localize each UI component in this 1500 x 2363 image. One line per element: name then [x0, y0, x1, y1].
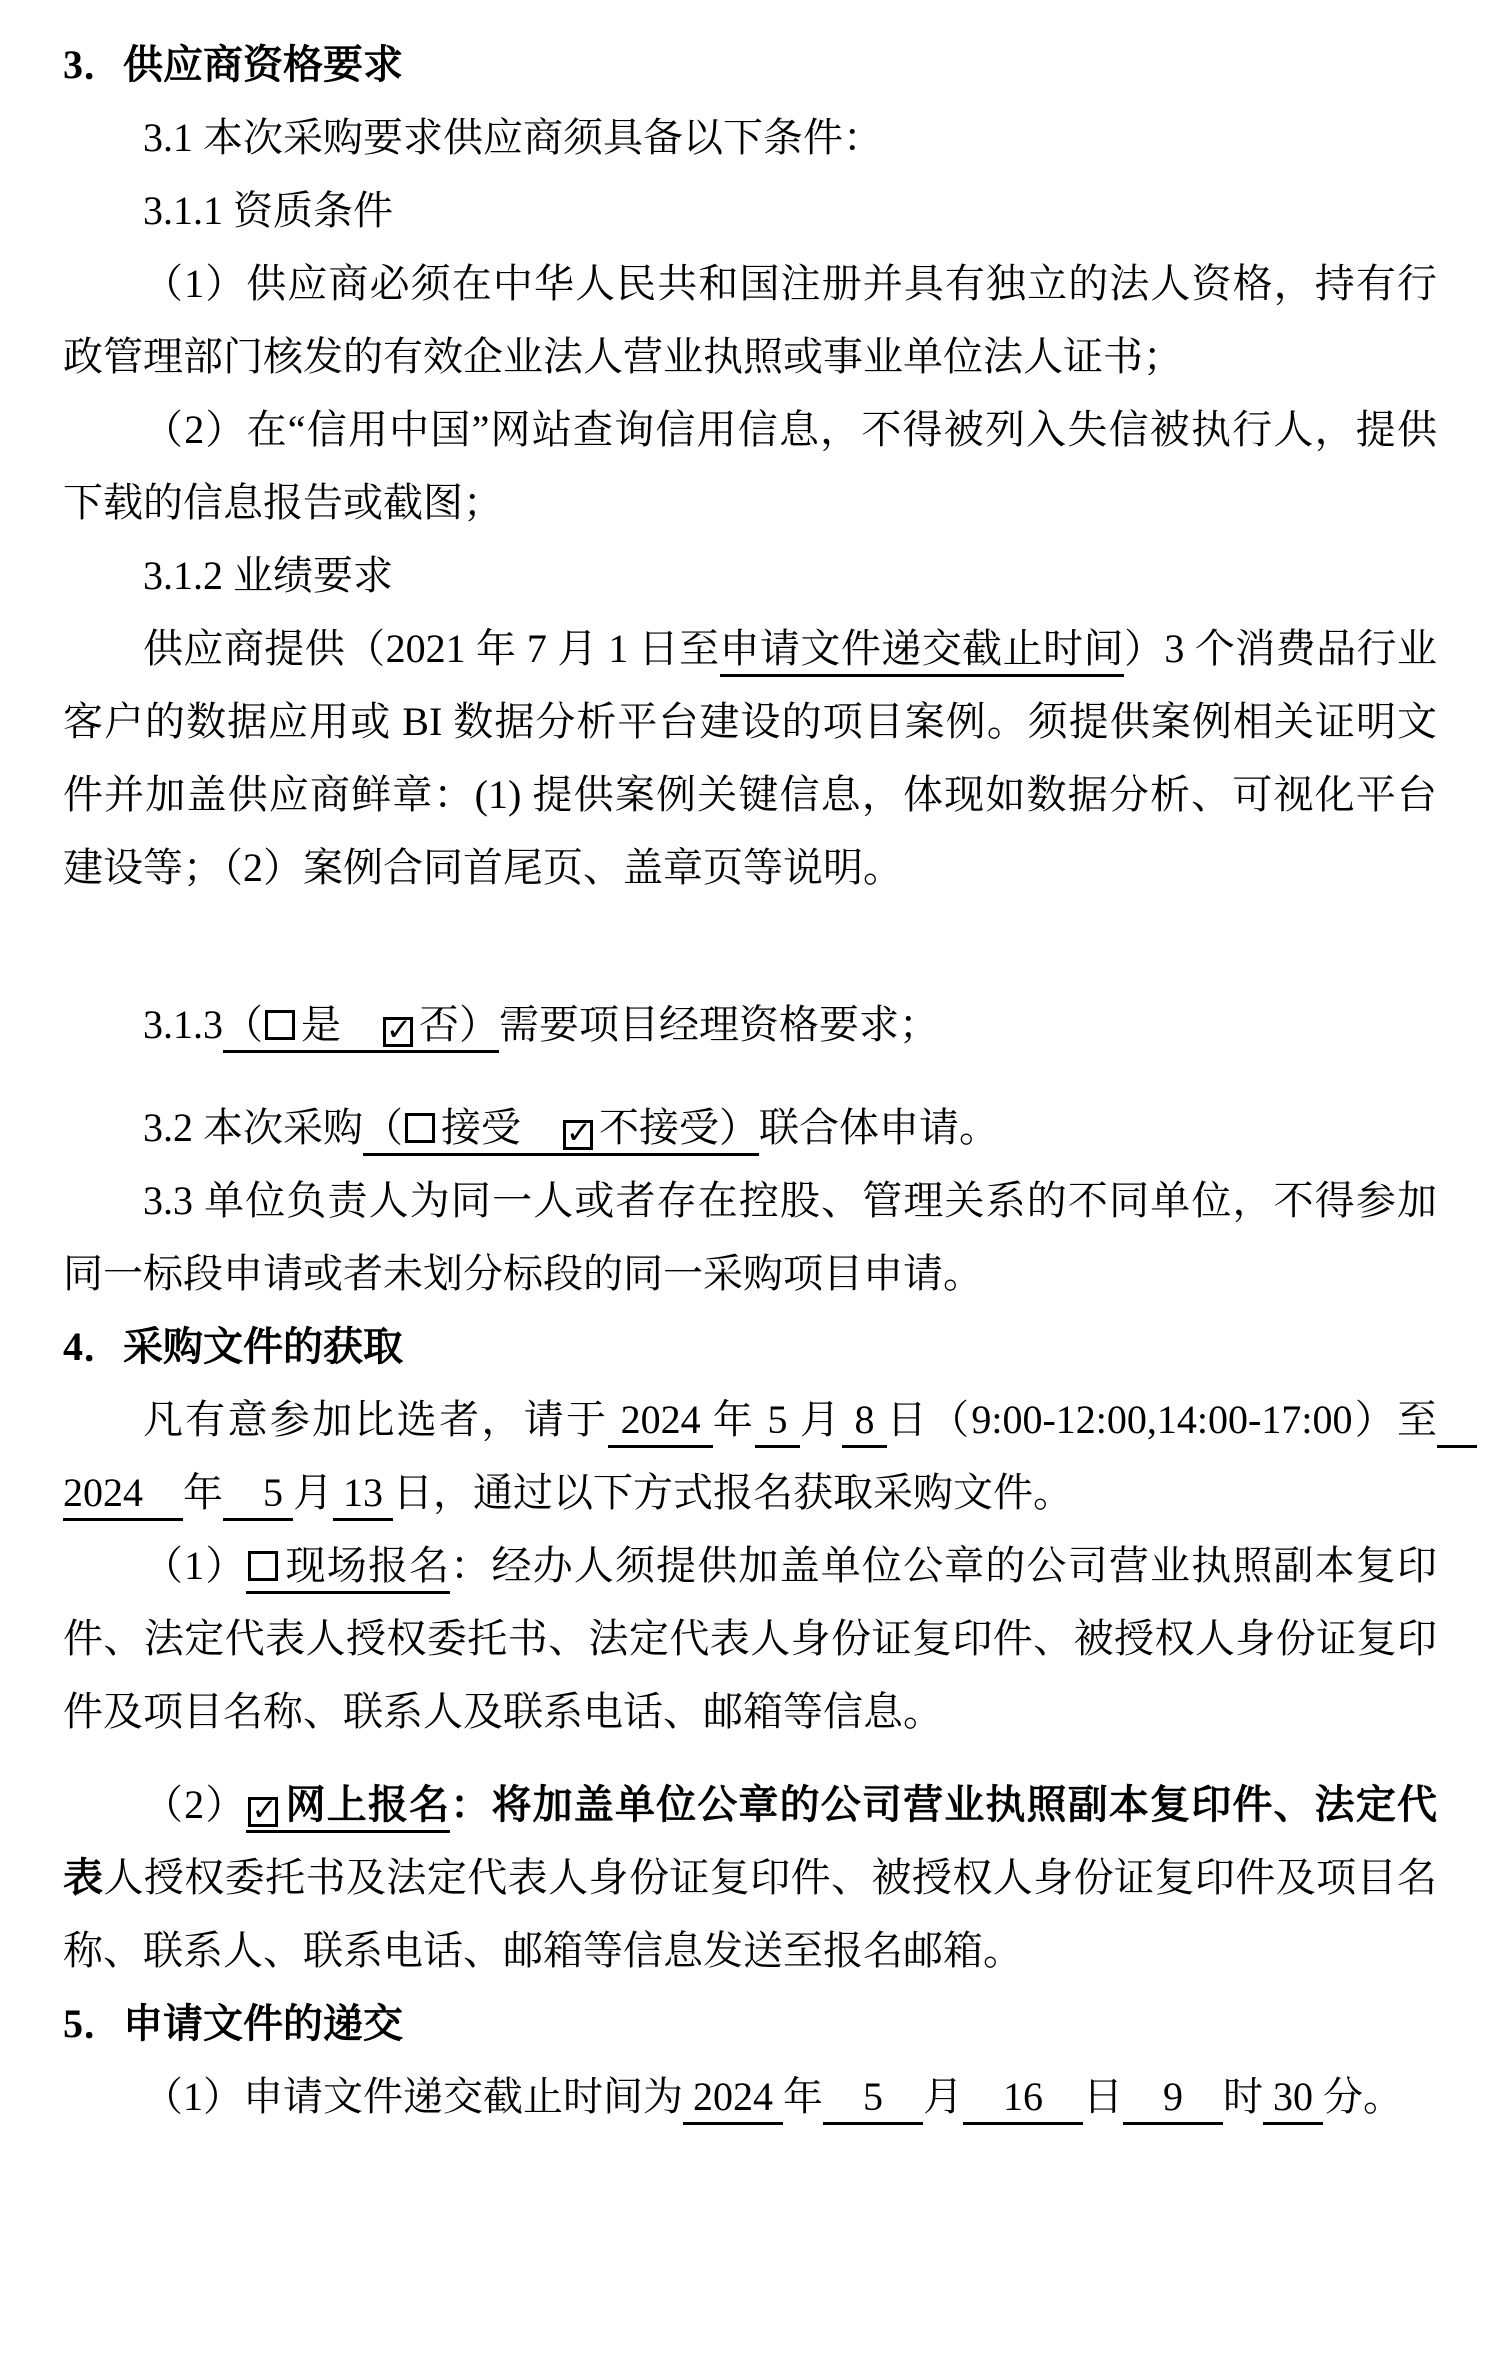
text-segment: 13 — [333, 1470, 393, 1521]
clause-5-deadline — [63, 2060, 1437, 2133]
clause-3-3 — [63, 1164, 1437, 1310]
checkbox-checked-wrapper — [381, 1002, 419, 1053]
checkbox-checked-icon: ✓ — [563, 1120, 593, 1150]
text-segment: 5．申请文件的递交 — [63, 2001, 403, 2046]
text-segment: 凡有意参加比选者，请于 — [143, 1397, 609, 1442]
checkbox-checked-wrapper — [561, 1105, 599, 1156]
checkbox-unchecked-icon — [265, 1010, 295, 1040]
clause-4-detail — [63, 1383, 1478, 1529]
document-body — [63, 28, 1478, 2133]
checkbox-checked-icon: ✓ — [383, 1017, 413, 1047]
section-3-heading — [63, 28, 1437, 101]
text-segment: 不接受） — [599, 1105, 759, 1156]
clause-3-1-1-item-2 — [63, 393, 1437, 539]
text-segment: 分。 — [1323, 2074, 1403, 2119]
text-segment: 否） — [419, 1002, 499, 1053]
checkbox-checked-wrapper — [246, 1782, 284, 1833]
clause-3-1 — [63, 101, 1437, 174]
text-segment: 2024 — [608, 1397, 713, 1448]
clause-3-1-1-item-1 — [63, 247, 1437, 393]
text-segment: 3．供应商资格要求 — [63, 42, 403, 87]
text-segment: 3.3 单位负责人为同一人或者存在控股、管理关系的不同单位，不得参加同一标段申请或者未划分标段的同一采购项目申请。 — [63, 1178, 1437, 1296]
section-5-heading — [63, 1987, 1437, 2060]
text-segment: 3.1.3 — [143, 1002, 223, 1047]
clause-3-1-3-project-manager — [63, 988, 1437, 1061]
text-segment: （1）供应商必须在中华人民共和国注册并具有独立的法人资格，持有行政管理部门核发的有效企业法人营业执照或事业单位法人证书； — [63, 261, 1437, 379]
text-segment: 5 — [223, 1470, 293, 1521]
section-4-heading — [63, 1310, 1437, 1383]
text-segment: （2） — [143, 1782, 247, 1827]
text-segment: ：经办人须提供加盖单位公章的公司营业执照副本复印件、法定代表人授权委托书、法定代表人身份证复印件、被授权人身份证复印件及项目名称、联系人及联系电话、邮箱等信息。 — [63, 1543, 1438, 1734]
checkbox-unchecked-wrapper — [263, 1002, 301, 1053]
checkbox-unchecked-wrapper — [246, 1543, 284, 1594]
checkbox-unchecked-wrapper — [403, 1105, 441, 1156]
text-segment: 日，通过以下方式报名获取采购文件。 — [393, 1470, 1073, 1515]
text-segment: 3.1.1 资质条件 — [143, 188, 393, 233]
text-segment: 3.1 本次采购要求供应商须具备以下条件： — [143, 115, 883, 160]
text-segment: 网上报名 — [284, 1782, 450, 1833]
text-segment: 5 — [755, 1397, 800, 1448]
text-segment: 供应商提供（2021 年 7 月 1 日至 — [143, 626, 720, 671]
text-segment: 月 — [799, 1397, 843, 1442]
text-segment: 3.1.2 业绩要求 — [143, 553, 393, 598]
text-segment: 日 — [1083, 2074, 1123, 2119]
text-segment: （ — [363, 1105, 403, 1156]
text-segment: 16 — [963, 2074, 1083, 2125]
text-segment: 3.2 本次采购 — [143, 1105, 363, 1150]
text-segment: （2）在“信用中国”网站查询信用信息，不得被列入失信被执行人，提供下载的信息报告或截图； — [63, 407, 1437, 525]
text-segment: 是 — [301, 1002, 381, 1053]
clause-3-2-consortium — [63, 1091, 1437, 1164]
text-segment: 月 — [293, 1470, 333, 1515]
text-segment: 年 — [183, 1470, 223, 1515]
text-segment: 8 — [842, 1397, 887, 1448]
clause-3-1-2-title — [63, 539, 1437, 612]
checkbox-unchecked-icon — [405, 1113, 435, 1143]
text-segment: 年 — [783, 2074, 823, 2119]
text-segment: 月 — [923, 2074, 963, 2119]
text-segment: ）3 个消费品行业客户的数据应用或 BI 数据分析平台建设的项目案例。须提供案例相关证明文件并加盖供应商鲜章：(1) 提供案例关键信息，体现如数据分析、可视化平台建设等；（2）案例合同首尾页、盖章页等说明。 — [63, 626, 1437, 890]
text-segment: ：将加盖单位公章的公司营业执照副本复印件、法定代表 — [63, 1782, 1438, 1900]
text-segment: 人授权委托书及法定代表人身份证复印件、被授权人身份证复印件及项目名称、联系人、联系电话、邮箱等信息发送至报名邮箱。 — [63, 1855, 1438, 1973]
text-segment: 9 — [1123, 2074, 1223, 2125]
text-segment: 30 — [1263, 2074, 1323, 2125]
text-segment: 申请文件递交截止时间 — [720, 626, 1124, 677]
registration-onsite — [63, 1529, 1437, 1748]
registration-online — [63, 1768, 1437, 1987]
checkbox-unchecked-icon — [248, 1551, 278, 1581]
text-segment: 2024 — [683, 2074, 783, 2125]
text-segment: （1）申请文件递交截止时间为 — [143, 2074, 683, 2119]
text-segment: 接受 — [441, 1105, 561, 1156]
text-segment: 2024 — [63, 1397, 1477, 1521]
text-segment: 日（9:00-12:00,14:00-17:00）至 — [886, 1397, 1438, 1442]
text-segment: 年 — [712, 1397, 756, 1442]
checkbox-checked-icon: ✓ — [248, 1797, 278, 1827]
text-segment: （1） — [143, 1543, 247, 1588]
text-segment: 4．采购文件的获取 — [63, 1324, 403, 1369]
text-segment: 联合体申请。 — [759, 1105, 999, 1150]
text-segment: 时 — [1223, 2074, 1263, 2119]
text-segment: 现场报名 — [284, 1543, 450, 1594]
text-segment: 5 — [823, 2074, 923, 2125]
text-segment: 需要项目经理资格要求； — [499, 1002, 939, 1047]
clause-3-1-1-title — [63, 174, 1437, 247]
clause-3-1-2-detail — [63, 612, 1437, 904]
text-segment: （ — [223, 1002, 263, 1053]
